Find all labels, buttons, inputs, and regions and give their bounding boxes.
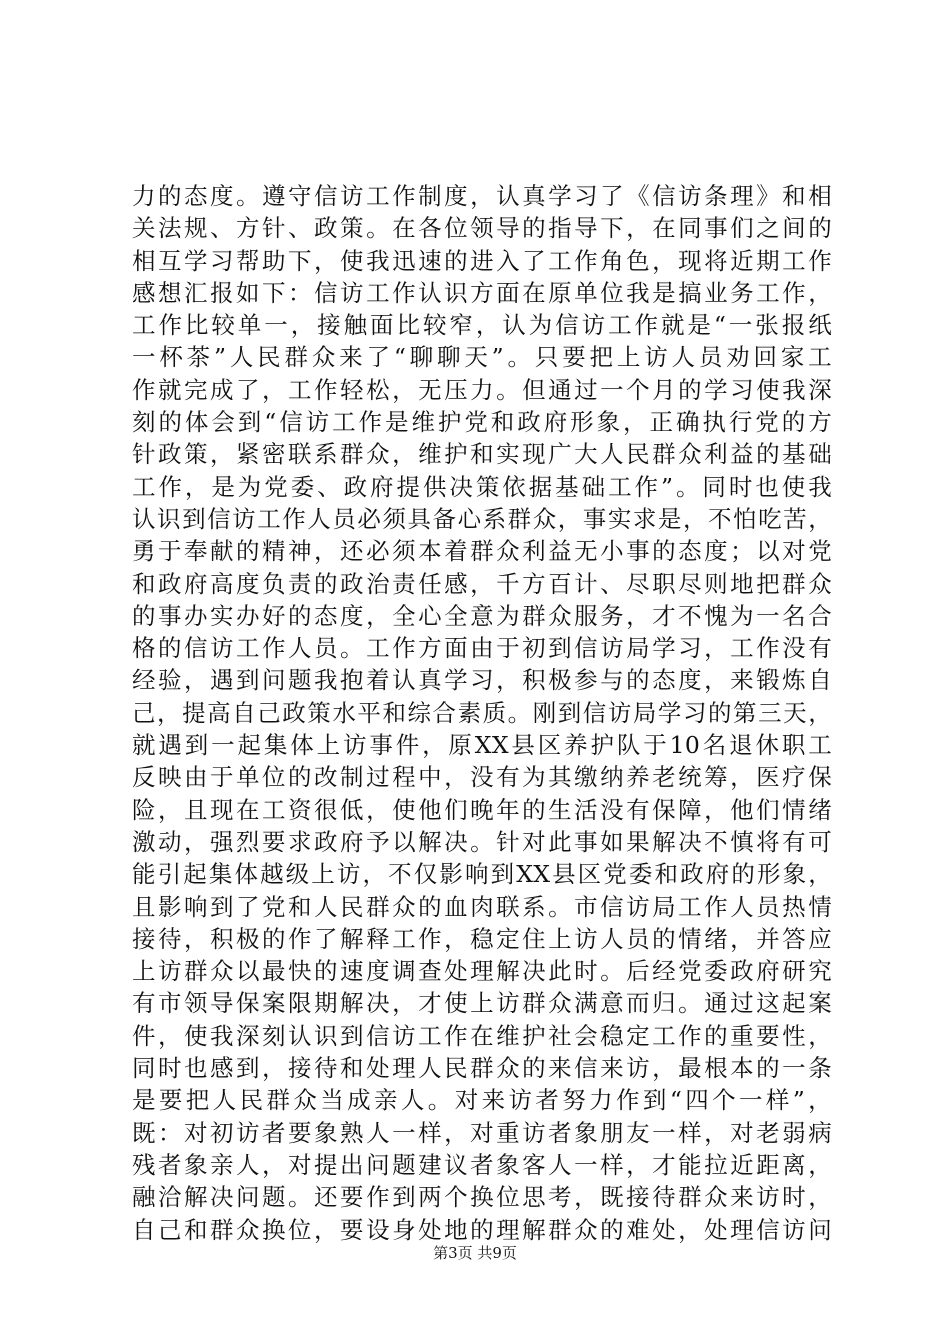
text-line: 是要把人民群众当成亲人。对来访者努力作到“四个一样”，	[132, 1086, 832, 1115]
text-line: 力的态度。遵守信访工作制度，认真学习了《信访条理》和相	[132, 182, 832, 210]
text-line: 既：对初访者要象熟人一样，对重访者象朋友一样，对老弱病	[132, 1118, 832, 1147]
text-line: 经验，遇到问题我抱着认真学习，积极参与的态度，来锻炼自	[132, 666, 832, 695]
text-line: 作就完成了，工作轻松，无压力。但通过一个月的学习使我深	[132, 375, 832, 404]
text-line: 针政策，紧密联系群众，维护和实现广大人民群众利益的基础	[132, 440, 832, 469]
text-line: 己，提高自己政策水平和综合素质。刚到信访局学习的第三天，	[132, 698, 832, 727]
text-line: 感想汇报如下：信访工作认识方面在原单位我是搞业务工作，	[132, 278, 832, 307]
text-line: 就遇到一起集体上访事件，原XX县区养护队于10名退休职工	[132, 731, 832, 760]
text-line: 融洽解决问题。还要作到两个换位思考，既接待群众来访时，	[132, 1183, 832, 1212]
text-line: 勇于奉献的精神，还必须本着群众利益无小事的态度；以对党	[132, 537, 832, 566]
text-line: 一杯茶”人民群众来了“聊聊天”。只要把上访人员劝回家工	[132, 343, 832, 372]
text-line: 认识到信访工作人员必须具备心系群众，事实求是，不怕吃苦，	[132, 504, 832, 533]
text-line: 工作，是为党委、政府提供决策依据基础工作”。同时也使我	[132, 472, 832, 501]
text-line: 相互学习帮助下，使我迅速的进入了工作角色，现将近期工作	[132, 246, 832, 275]
text-line: 险，且现在工资很低，使他们晚年的生活没有保障，他们情绪	[132, 795, 832, 824]
text-line: 同时也感到，接待和处理人民群众的来信来访，最根本的一条	[132, 1054, 832, 1083]
text-line: 件，使我深刻认识到信访工作在维护社会稳定工作的重要性，	[132, 1021, 832, 1050]
text-line: 激动，强烈要求政府予以解决。针对此事如果解决不慎将有可	[132, 827, 832, 856]
page-number-footer: 第3页 共9页	[433, 1244, 517, 1262]
text-line: 反映由于单位的改制过程中，没有为其缴纳养老统筹，医疗保	[132, 763, 832, 792]
text-line: 和政府高度负责的政治责任感，千方百计、尽职尽则地把群众	[132, 569, 832, 598]
text-line: 接待，积极的作了解释工作，稳定住上访人员的情绪，并答应	[132, 924, 832, 953]
text-line: 有市领导保案限期解决，才使上访群众满意而归。通过这起案	[132, 989, 832, 1018]
text-line: 的事办实办好的态度，全心全意为群众服务，才不愧为一名合	[132, 601, 832, 630]
text-line: 工作比较单一，接触面比较窄，认为信访工作就是“一张报纸	[132, 311, 832, 340]
text-line: 上访群众以最快的速度调查处理解决此时。后经党委政府研究	[132, 957, 832, 986]
text-line: 自己和群众换位，要设身处地的理解群众的难处，处理信访问	[132, 1215, 832, 1244]
text-line: 关法规、方针、政策。在各位领导的指导下，在同事们之间的	[132, 214, 832, 243]
text-line: 格的信访工作人员。工作方面由于初到信访局学习，工作没有	[132, 634, 832, 663]
text-line: 刻的体会到“信访工作是维护党和政府形象，正确执行党的方	[132, 408, 832, 437]
body-text	[132, 180, 832, 1246]
text-line: 能引起集体越级上访，不仅影响到XX县区党委和政府的形象，	[132, 860, 832, 889]
text-line: 残者象亲人，对提出问题建议者象客人一样，才能拉近距离，	[132, 1150, 832, 1179]
text-line: 且影响到了党和人民群众的血肉联系。市信访局工作人员热情	[132, 892, 832, 921]
